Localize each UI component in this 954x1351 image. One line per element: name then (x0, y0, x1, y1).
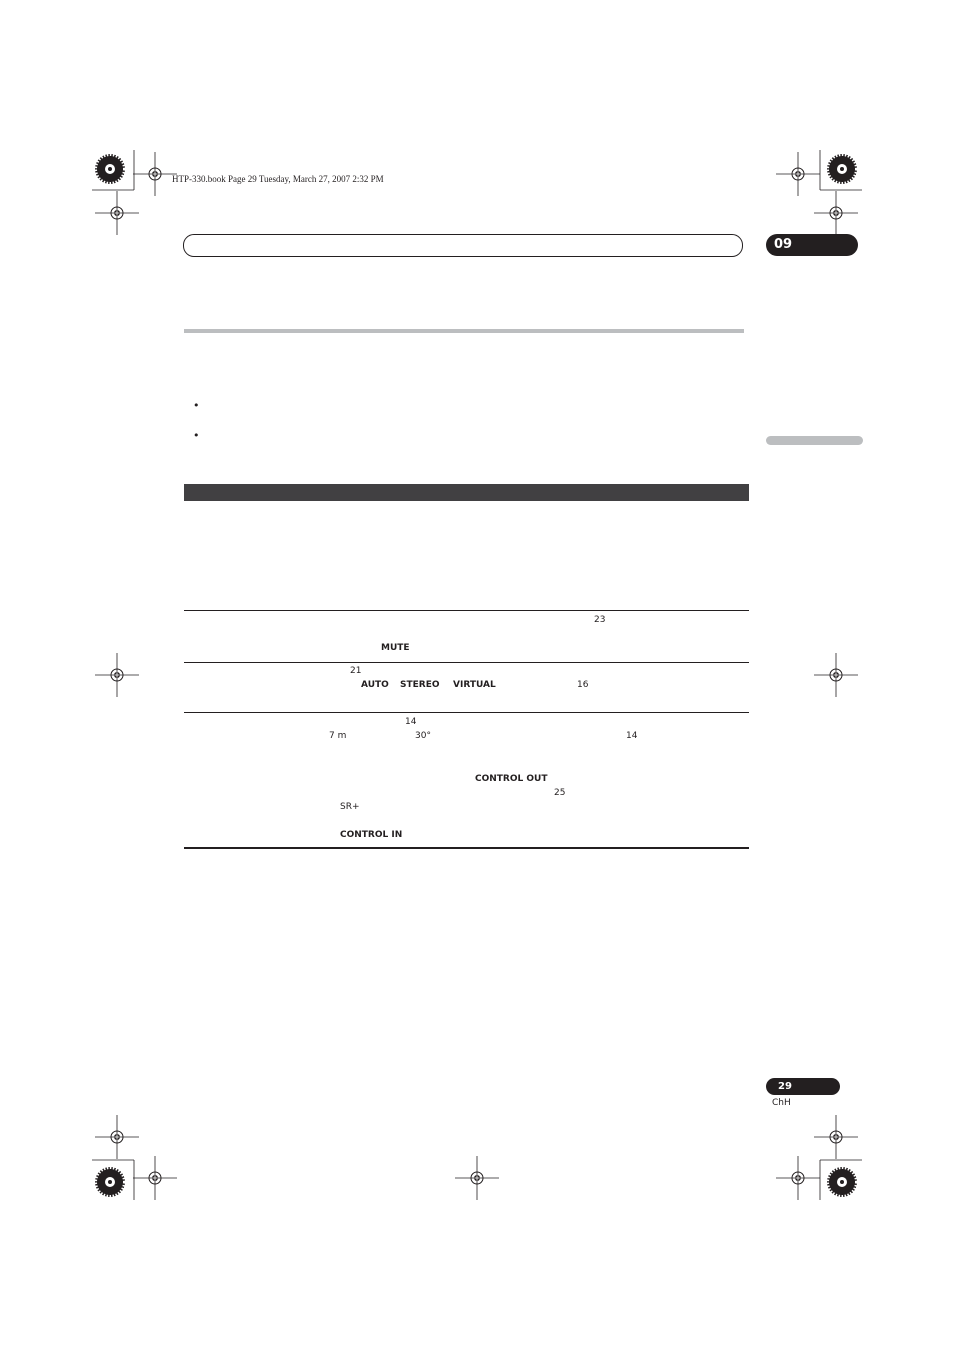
table-bottom-rule (184, 847, 749, 849)
bullet-point: • (193, 429, 200, 442)
crosshair-mark (95, 653, 139, 697)
chapter-title-frame (183, 234, 743, 257)
bullet-point: • (193, 399, 200, 412)
crosshair-mark (814, 1115, 858, 1159)
table-row-divider (184, 610, 749, 611)
page-reference: 14 (405, 717, 417, 727)
virtual-mode-label: VIRTUAL (453, 680, 496, 690)
star-mark-top-left (95, 154, 125, 184)
distance-value: 7 m (329, 731, 347, 741)
page-reference: 21 (350, 666, 362, 676)
crosshair-mark (776, 1156, 820, 1200)
table-row-divider (184, 662, 749, 663)
crosshair-mark (133, 1156, 177, 1200)
page-reference: 14 (626, 731, 638, 741)
crosshair-mark (814, 653, 858, 697)
control-in-jack-label: CONTROL IN (340, 830, 403, 840)
crosshair-mark (95, 1115, 139, 1159)
crosshair-mark (776, 152, 820, 196)
language-code: ChH (772, 1098, 791, 1108)
side-index-tab (766, 436, 863, 445)
page-number: 29 (766, 1078, 840, 1095)
angle-value: 30° (415, 731, 431, 741)
star-mark-bottom-left (95, 1167, 125, 1197)
table-row-divider (184, 712, 749, 713)
control-out-jack-label: CONTROL OUT (475, 774, 548, 784)
page-reference: 23 (594, 615, 606, 625)
troubleshooting-table-header (184, 484, 749, 501)
sr-plus-label: SR+ (340, 802, 360, 812)
crosshair-mark (814, 191, 858, 235)
print-file-info: HTP-330.book Page 29 Tuesday, March 27, 2007 2:32 PM (172, 174, 384, 184)
section-divider (184, 329, 744, 333)
page-reference: 16 (577, 680, 589, 690)
crosshair-mark (133, 152, 177, 196)
crosshair-mark (95, 191, 139, 235)
star-mark-bottom-right (827, 1167, 857, 1197)
page-reference: 25 (554, 788, 566, 798)
auto-mode-label: AUTO (361, 680, 389, 690)
chapter-number-tab: 09 (766, 234, 858, 256)
star-mark-top-right (827, 154, 857, 184)
crosshair-mark (455, 1156, 499, 1200)
mute-button-label: MUTE (381, 643, 410, 653)
stereo-mode-label: STEREO (400, 680, 440, 690)
